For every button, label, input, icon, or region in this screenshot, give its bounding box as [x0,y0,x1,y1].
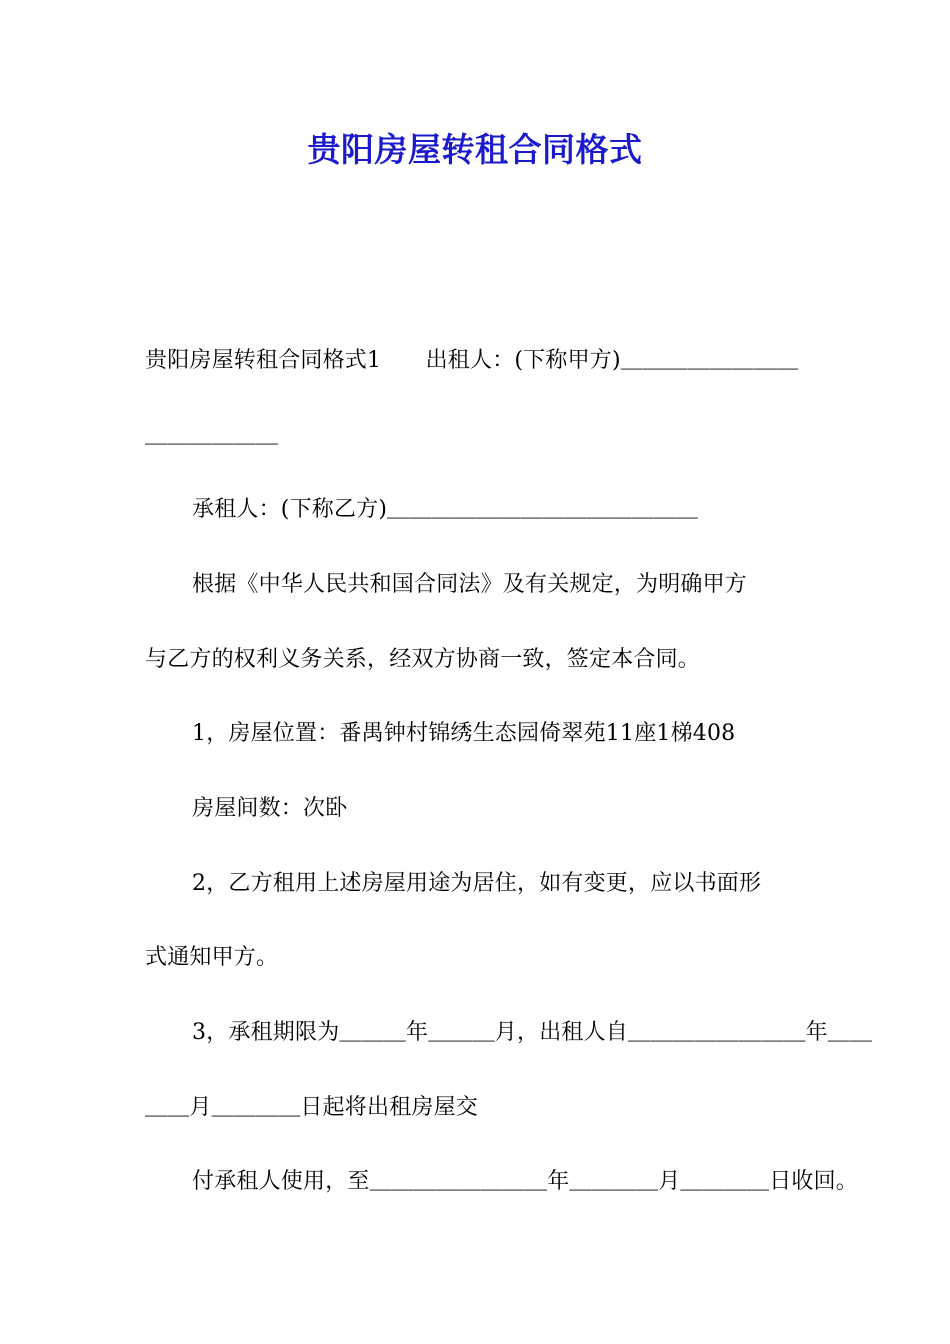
paragraph-line: 2，乙方租用上述房屋用途为居住，如有变更，应以书面形 [192,871,762,896]
paragraph-line: 贵阳房屋转租合同格式1 出租人：(下称甲方)＿＿＿＿＿＿＿＿ [145,348,799,373]
paragraph-line: 承租人：(下称乙方)＿＿＿＿＿＿＿＿＿＿＿＿＿＿ [192,497,698,522]
document-title: 贵阳房屋转租合同格式 [307,130,643,169]
paragraph-line: ＿＿月＿＿＿＿日起将出租房屋交 [145,1095,479,1120]
paragraph-line: 式通知甲方。 [145,945,279,970]
paragraph-line: ＿＿＿＿＿＿ [145,423,279,448]
paragraph-line: 根据《中华人民共和国合同法》及有关规定，为明确甲方 [192,572,748,597]
paragraph-line: 房屋间数：次卧 [192,796,348,821]
paragraph-line: 付承租人使用，至＿＿＿＿＿＿＿＿年＿＿＿＿月＿＿＿＿日收回。 [192,1169,859,1194]
paragraph-line: 3，承租期限为＿＿＿年＿＿＿月，出租人自＿＿＿＿＿＿＿＿年＿＿ [192,1020,873,1045]
paragraph-line: 1，房屋位置：番禺钟村锦绣生态园倚翠苑11座1梯408 [192,721,736,746]
paragraph-line: 与乙方的权利义务关系，经双方协商一致，签定本合同。 [145,647,701,672]
